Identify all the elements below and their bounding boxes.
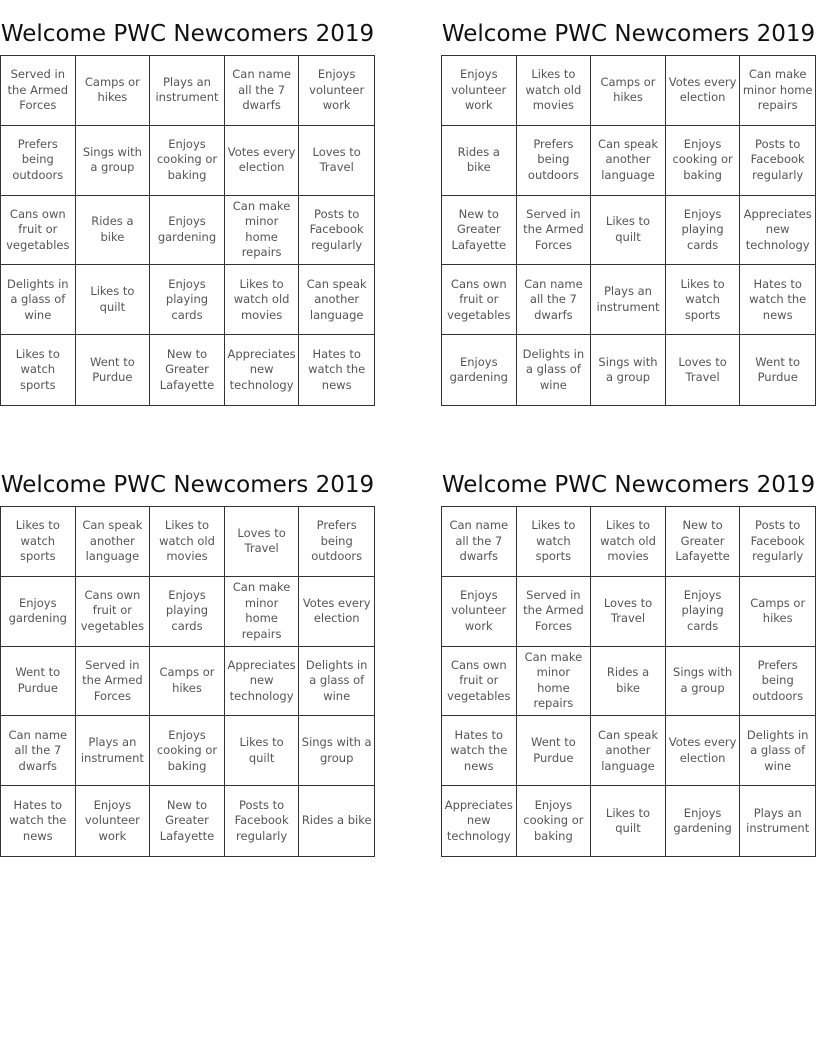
bingo-cell: Served in the Armed Forces: [517, 196, 592, 266]
bingo-cell: Cans own fruit or vegetables: [76, 577, 151, 647]
bingo-cell: Posts to Facebook regularly: [225, 786, 300, 856]
bingo-cell: Enjoys playing cards: [666, 196, 741, 266]
bingo-cell: Served in the Armed Forces: [1, 56, 76, 126]
bingo-cell: Delights in a glass of wine: [517, 335, 592, 405]
bingo-cell: Prefers being outdoors: [740, 647, 815, 717]
bingo-cell: Enjoys playing cards: [150, 577, 225, 647]
bingo-cell: Can speak another language: [591, 126, 666, 196]
bingo-cell: Enjoys cooking or baking: [150, 126, 225, 196]
bingo-cell: Likes to watch old movies: [517, 56, 592, 126]
bingo-cell: Loves to Travel: [299, 126, 374, 196]
bingo-cell: Rides a bike: [442, 126, 517, 196]
bingo-cell: Went to Purdue: [517, 716, 592, 786]
bingo-cell: Can make minor home repairs: [517, 647, 592, 717]
bingo-grid: [0, 55, 375, 406]
card-title: Welcome PWC Newcomers 2019: [0, 472, 375, 498]
bingo-cell: Likes to watch old movies: [591, 507, 666, 577]
bingo-cell: Sings with a group: [591, 335, 666, 405]
bingo-cell: New to Greater Lafayette: [442, 196, 517, 266]
bingo-cell: Appreciates new technology: [740, 196, 815, 266]
bingo-cell: Prefers being outdoors: [299, 507, 374, 577]
bingo-cell: Likes to watch sports: [1, 335, 76, 405]
bingo-cell: Sings with a group: [299, 716, 374, 786]
card-title: Welcome PWC Newcomers 2019: [441, 472, 816, 498]
bingo-cell: Can make minor home repairs: [225, 577, 300, 647]
bingo-cell: Sings with a group: [76, 126, 151, 196]
bingo-cell: Delights in a glass of wine: [740, 716, 815, 786]
bingo-cell: Can name all the 7 dwarfs: [1, 716, 76, 786]
bingo-cell: Hates to watch the news: [740, 265, 815, 335]
bingo-cell: Served in the Armed Forces: [517, 577, 592, 647]
bingo-cell: Likes to watch sports: [517, 507, 592, 577]
card-title: Welcome PWC Newcomers 2019: [0, 21, 375, 47]
bingo-cell: Served in the Armed Forces: [76, 647, 151, 717]
bingo-cell: Can name all the 7 dwarfs: [225, 56, 300, 126]
bingo-cell: Camps or hikes: [150, 647, 225, 717]
bingo-cell: Enjoys gardening: [442, 335, 517, 405]
bingo-cell: Cans own fruit or vegetables: [1, 196, 76, 266]
bingo-cell: Plays an instrument: [76, 716, 151, 786]
bingo-cell: Enjoys gardening: [1, 577, 76, 647]
bingo-cell: Votes every election: [666, 716, 741, 786]
bingo-cell: New to Greater Lafayette: [150, 335, 225, 405]
bingo-cell: New to Greater Lafayette: [666, 507, 741, 577]
bingo-cell: Votes every election: [299, 577, 374, 647]
bingo-cell: Went to Purdue: [76, 335, 151, 405]
bingo-cell: Enjoys cooking or baking: [666, 126, 741, 196]
bingo-cell: Appreciates new technology: [225, 335, 300, 405]
bingo-cell: Likes to quilt: [591, 196, 666, 266]
bingo-cell: Enjoys volunteer work: [76, 786, 151, 856]
bingo-cell: Enjoys cooking or baking: [517, 786, 592, 856]
bingo-cell: Posts to Facebook regularly: [299, 196, 374, 266]
bingo-cell: Can make minor home repairs: [225, 196, 300, 266]
bingo-cell: Can name all the 7 dwarfs: [517, 265, 592, 335]
bingo-cell: Plays an instrument: [591, 265, 666, 335]
bingo-cell: Camps or hikes: [76, 56, 151, 126]
bingo-cell: Enjoys playing cards: [150, 265, 225, 335]
bingo-cell: Loves to Travel: [225, 507, 300, 577]
bingo-cell: Can name all the 7 dwarfs: [442, 507, 517, 577]
bingo-cell: Can speak another language: [299, 265, 374, 335]
bingo-cell: Cans own fruit or vegetables: [442, 647, 517, 717]
bingo-cell: Loves to Travel: [666, 335, 741, 405]
bingo-cell: Prefers being outdoors: [517, 126, 592, 196]
bingo-cell: Likes to quilt: [591, 786, 666, 856]
bingo-cell: Posts to Facebook regularly: [740, 507, 815, 577]
bingo-grid: [441, 506, 816, 857]
bingo-cell: Likes to watch sports: [1, 507, 76, 577]
bingo-cell: Can speak another language: [76, 507, 151, 577]
bingo-cell: Votes every election: [666, 56, 741, 126]
bingo-grid: [441, 55, 816, 406]
bingo-cell: Went to Purdue: [1, 647, 76, 717]
bingo-cell: Plays an instrument: [150, 56, 225, 126]
bingo-cell: Went to Purdue: [755, 354, 801, 385]
bingo-cell: Likes to watch old movies: [150, 507, 225, 577]
bingo-cell: Hates to watch the news: [308, 346, 366, 392]
bingo-cell: Enjoys volunteer work: [442, 56, 517, 126]
bingo-cell: Enjoys volunteer work: [299, 56, 374, 126]
bingo-cell: Camps or hikes: [591, 56, 666, 126]
bingo-cell: Sings with a group: [666, 647, 741, 717]
bingo-cell: Delights in a glass of wine: [1, 265, 76, 335]
card-title: Welcome PWC Newcomers 2019: [441, 21, 816, 47]
bingo-cell: Votes every election: [225, 126, 300, 196]
bingo-cell: New to Greater Lafayette: [150, 786, 225, 856]
bingo-cell: Enjoys cooking or baking: [150, 716, 225, 786]
bingo-cell: Plays an instrument: [746, 805, 810, 836]
bingo-cell: Hates to watch the news: [442, 716, 517, 786]
bingo-cell: Likes to watch old movies: [225, 265, 300, 335]
bingo-cell: Likes to quilt: [76, 265, 151, 335]
bingo-cell: Rides a bike: [301, 813, 372, 828]
bingo-cell: Can make minor home repairs: [740, 56, 815, 126]
bingo-cell: Appreciates new technology: [225, 647, 300, 717]
bingo-cell: Rides a bike: [76, 196, 151, 266]
bingo-cell: Can speak another language: [591, 716, 666, 786]
bingo-cell: Enjoys playing cards: [666, 577, 741, 647]
bingo-cell: Posts to Facebook regularly: [740, 126, 815, 196]
bingo-cell: Loves to Travel: [591, 577, 666, 647]
bingo-cell: Prefers being outdoors: [1, 126, 76, 196]
bingo-cell: Likes to watch sports: [666, 265, 741, 335]
bingo-cell: Enjoys gardening: [666, 786, 741, 856]
bingo-cell: Cans own fruit or vegetables: [442, 265, 517, 335]
bingo-cell: Hates to watch the news: [1, 786, 76, 856]
bingo-cell: Camps or hikes: [740, 577, 815, 647]
bingo-cell: Likes to quilt: [225, 716, 300, 786]
bingo-cell: Enjoys gardening: [150, 196, 225, 266]
bingo-cell: Rides a bike: [591, 647, 666, 717]
bingo-cell: Appreciates new technology: [442, 786, 517, 856]
bingo-cell: Enjoys volunteer work: [442, 577, 517, 647]
bingo-cell: Delights in a glass of wine: [299, 647, 374, 717]
bingo-grid: [0, 506, 375, 857]
